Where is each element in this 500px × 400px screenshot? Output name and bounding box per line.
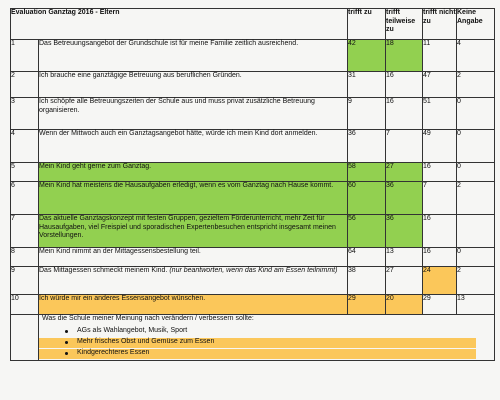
question-text: Das aktuelle Ganztagskonzept mit festen Gruppen, gezieltem Förderunterricht, mehr Zeit für Hausaufgaben, viel Freispiel und sporadischen Expertenbesuchen entspricht insgesamt meinen Vorstellungen.: [39, 215, 336, 239]
question-cell: [39, 98, 348, 130]
question-text: Ich brauche eine ganztägige Betreuung aus beruflichen Gründen.: [39, 72, 242, 79]
table-row: [11, 40, 495, 72]
value-cell: 42: [348, 40, 386, 72]
column-header: trifft teilweise zu: [386, 9, 423, 40]
value-cell: 36: [386, 215, 423, 248]
value-cell: 18: [386, 40, 423, 72]
value-cell: 9: [348, 98, 386, 130]
suggestions-heading: Was die Schule meiner Meinung nach verändern / verbessern sollte:: [42, 315, 254, 322]
table-row: [11, 248, 495, 267]
value-cell: 7: [423, 182, 457, 215]
table-row: [11, 72, 495, 98]
value-cell: 27: [386, 163, 423, 182]
value-cell: 13: [457, 295, 495, 315]
table-row: [11, 182, 495, 215]
table-row: [11, 215, 495, 248]
value-cell: 0: [457, 98, 495, 130]
question-text: Wenn der Mittwoch auch ein Ganztagsangebot hätte, würde ich mein Kind dort anmelden.: [39, 130, 318, 137]
value-cell: 24: [423, 267, 457, 295]
value-cell: 0: [457, 163, 495, 182]
value-cell: 27: [386, 267, 423, 295]
value-cell: 49: [423, 130, 457, 163]
value-cell: 36: [348, 130, 386, 163]
value-cell: 31: [348, 72, 386, 98]
question-cell: [39, 72, 348, 98]
column-header: trifft nicht zu: [423, 9, 457, 40]
table-header-row: [11, 9, 495, 40]
value-cell: 2: [457, 72, 495, 98]
row-number: 4: [11, 130, 39, 163]
value-cell: 13: [386, 248, 423, 267]
evaluation-table: [10, 8, 495, 361]
page-title: Evaluation Ganztag 2016 - Eltern: [11, 9, 348, 40]
row-number: 5: [11, 163, 39, 182]
bullet-icon: [65, 330, 68, 333]
row-number: 8: [11, 248, 39, 267]
suggestion-item: [39, 327, 476, 337]
question-cell: [39, 182, 348, 215]
question-text: Das Betreuungsangebot der Grundschule ist für meine Familie zeitlich ausreichend.: [39, 40, 299, 47]
table-row: [11, 295, 495, 315]
value-cell: 29: [348, 295, 386, 315]
suggestions-row: [11, 315, 495, 361]
row-number: 6: [11, 182, 39, 215]
row-number: 2: [11, 72, 39, 98]
value-cell: 16: [423, 248, 457, 267]
question-text: Ich schöpfe alle Betreuungszeiten der Schule aus und muss privat zusätzliche Betreuung organisieren.: [39, 98, 315, 114]
question-cell: [39, 295, 348, 315]
question-text: Das Mittagessen schmeckt meinem Kind.: [39, 267, 168, 274]
question-cell: [39, 267, 348, 295]
value-cell: 47: [423, 72, 457, 98]
question-cell: [39, 40, 348, 72]
value-cell: 11: [423, 40, 457, 72]
value-cell: [457, 215, 495, 248]
value-cell: 0: [457, 130, 495, 163]
value-cell: 16: [386, 72, 423, 98]
value-cell: 38: [348, 267, 386, 295]
table-row: [11, 163, 495, 182]
row-number: 1: [11, 40, 39, 72]
suggestions-cell: [39, 315, 495, 361]
question-text: Mein Kind nimmt an der Mittagessensbestellung teil.: [39, 248, 201, 255]
table-row: [11, 267, 495, 295]
table-row: [11, 130, 495, 163]
suggestion-item: [39, 349, 476, 359]
row-number: 10: [11, 295, 39, 315]
suggestion-text: Mehr frisches Obst und Gemüse zum Essen: [77, 338, 215, 346]
value-cell: 7: [386, 130, 423, 163]
question-text: Mein Kind geht gerne zum Ganztag.: [39, 163, 152, 170]
value-cell: 29: [423, 295, 457, 315]
value-cell: 0: [457, 248, 495, 267]
value-cell: 36: [386, 182, 423, 215]
question-cell: [39, 130, 348, 163]
value-cell: 64: [348, 248, 386, 267]
question-cell: [39, 248, 348, 267]
value-cell: 56: [348, 215, 386, 248]
suggestion-text: AGs als Wahlangebot, Musik, Sport: [77, 327, 188, 335]
row-number: 9: [11, 267, 39, 295]
column-header: trifft zu: [348, 9, 386, 40]
value-cell: 2: [457, 182, 495, 215]
question-cell: [39, 163, 348, 182]
column-header: Keine Angabe: [457, 9, 495, 40]
suggestion-text: Kindgerechteres Essen: [77, 349, 150, 357]
bullet-icon: [65, 341, 68, 344]
row-number: 3: [11, 98, 39, 130]
bullet-icon: [65, 352, 68, 355]
suggestion-item: [39, 338, 476, 348]
table-row: [11, 98, 495, 130]
value-cell: 4: [457, 40, 495, 72]
value-cell: 20: [386, 295, 423, 315]
question-note: (nur beantworten, wenn das Kind am Essen teilnimmt): [169, 267, 338, 274]
question-text: Mein Kind hat meistens die Hausaufgaben erledigt, wenn es vom Ganztag nach Hause kommt.: [39, 182, 334, 189]
value-cell: 58: [348, 163, 386, 182]
value-cell: 16: [423, 163, 457, 182]
value-cell: 51: [423, 98, 457, 130]
question-text: Ich würde mir ein anderes Essensangebot wünschen.: [39, 295, 206, 302]
question-cell: [39, 215, 348, 248]
value-cell: 60: [348, 182, 386, 215]
value-cell: 2: [457, 267, 495, 295]
row-number: 7: [11, 215, 39, 248]
value-cell: 16: [386, 98, 423, 130]
value-cell: 16: [423, 215, 457, 248]
row-number: [11, 315, 39, 361]
